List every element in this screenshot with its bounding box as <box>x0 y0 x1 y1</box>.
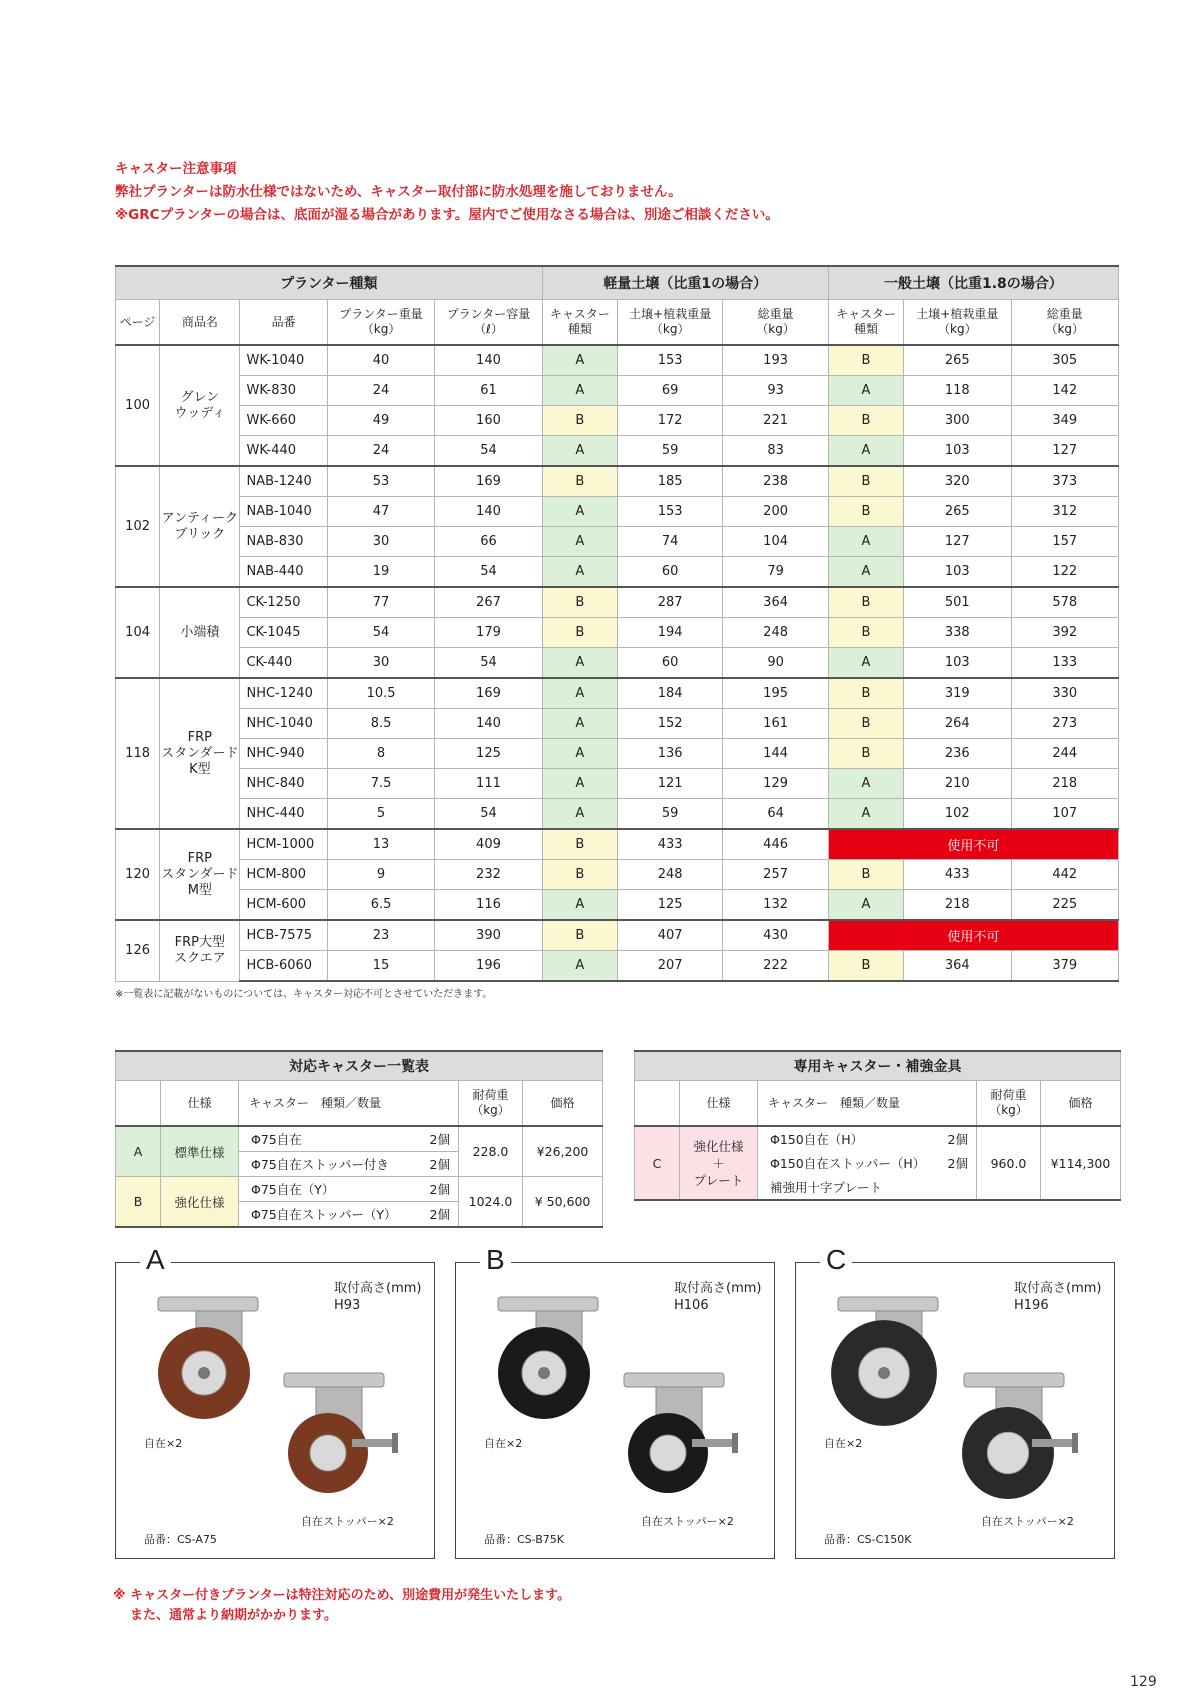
page-cell: 118 <box>116 678 160 829</box>
part-number-cell: HCB-7575 <box>240 920 327 951</box>
planter-weight-cell: 49 <box>327 406 434 436</box>
normal-total-weight-cell: 122 <box>1011 557 1118 588</box>
normal-total-weight-cell: 330 <box>1011 678 1118 709</box>
table-row <box>116 799 1119 830</box>
light-total-weight-cell: 195 <box>723 678 828 709</box>
planter-weight-cell: 15 <box>327 951 434 982</box>
normal-total-weight-cell: 273 <box>1011 709 1118 739</box>
caster-price: ¥26,200 <box>523 1126 603 1177</box>
light-soil-weight-cell: 153 <box>617 345 722 376</box>
normal-total-weight-cell: 218 <box>1011 769 1118 799</box>
planter-weight-cell: 24 <box>327 436 434 467</box>
normal-caster-type-cell: A <box>828 376 903 406</box>
table-row <box>116 618 1119 648</box>
caster-type: B <box>116 1177 161 1228</box>
planter-weight-cell: 8 <box>327 739 434 769</box>
special-list-title: 専用キャスター・補強金具 <box>635 1051 1121 1081</box>
table-row <box>116 497 1119 527</box>
light-soil-weight-cell: 407 <box>617 920 722 951</box>
planter-weight-cell: 77 <box>327 587 434 618</box>
col-header-8: キャスター 種類 <box>828 300 903 346</box>
part-number-cell: NAB-830 <box>240 527 327 557</box>
product-name-cell: グレン ウッディ <box>160 345 240 466</box>
caster-load: 1024.0 <box>459 1177 523 1228</box>
normal-soil-weight-cell: 236 <box>904 739 1011 769</box>
unusable-cell: 使用不可 <box>828 920 1118 951</box>
normal-caster-type-cell: A <box>828 436 903 467</box>
planter-capacity-cell: 54 <box>435 799 542 830</box>
col-header-4: プランター容量 （ℓ） <box>435 300 542 346</box>
part-number-cell: NHC-1040 <box>240 709 327 739</box>
planter-weight-cell: 54 <box>327 618 434 648</box>
page-cell: 104 <box>116 587 160 678</box>
planter-weight-cell: 8.5 <box>327 709 434 739</box>
normal-caster-type-cell: A <box>828 890 903 921</box>
table-row <box>116 345 1119 376</box>
light-total-weight-cell: 144 <box>723 739 828 769</box>
light-caster-type-cell: A <box>542 951 617 982</box>
planter-weight-cell: 6.5 <box>327 890 434 921</box>
normal-total-weight-cell: 225 <box>1011 890 1118 921</box>
col-header-0: ページ <box>116 300 160 346</box>
light-caster-type-cell: B <box>542 587 617 618</box>
light-total-weight-cell: 129 <box>723 769 828 799</box>
normal-soil-weight-cell: 264 <box>904 709 1011 739</box>
table-row <box>116 678 1119 709</box>
normal-caster-type-cell: A <box>828 557 903 588</box>
normal-total-weight-cell: 379 <box>1011 951 1118 982</box>
light-total-weight-cell: 132 <box>723 890 828 921</box>
part-number-cell: CK-440 <box>240 648 327 679</box>
table-row <box>116 557 1119 588</box>
special-load: 960.0 <box>977 1126 1041 1200</box>
swivel-caster-image <box>158 1297 258 1419</box>
normal-caster-type-cell: B <box>828 497 903 527</box>
col-header-1: 商品名 <box>160 300 240 346</box>
planter-weight-cell: 30 <box>327 648 434 679</box>
caster-items: Φ75自在 2個 Φ75自在ストッパー付き 2個 <box>239 1126 459 1177</box>
planter-weight-cell: 53 <box>327 466 434 497</box>
normal-soil-weight-cell: 433 <box>904 860 1011 890</box>
light-total-weight-cell: 79 <box>723 557 828 588</box>
normal-caster-type-cell: B <box>828 466 903 497</box>
normal-total-weight-cell: 133 <box>1011 648 1118 679</box>
light-soil-weight-cell: 153 <box>617 497 722 527</box>
light-soil-weight-cell: 74 <box>617 527 722 557</box>
table-row <box>116 587 1119 618</box>
col-header-5: キャスター 種類 <box>542 300 617 346</box>
planter-capacity-cell: 116 <box>435 890 542 921</box>
planter-capacity-cell: 140 <box>435 709 542 739</box>
part-number: 品番：CS-C150K <box>824 1533 912 1546</box>
stopper-caster-image <box>624 1373 738 1493</box>
light-soil-weight-cell: 207 <box>617 951 722 982</box>
planter-capacity-cell: 179 <box>435 618 542 648</box>
normal-total-weight-cell: 157 <box>1011 527 1118 557</box>
light-total-weight-cell: 161 <box>723 709 828 739</box>
table-row <box>116 829 1119 860</box>
planter-capacity-cell: 54 <box>435 557 542 588</box>
table-row <box>116 436 1119 467</box>
stopper-label: 自在ストッパー×2 <box>301 1515 394 1528</box>
table-row <box>116 920 1119 951</box>
normal-total-weight-cell: 578 <box>1011 587 1118 618</box>
light-total-weight-cell: 238 <box>723 466 828 497</box>
caster-spec: 標準仕様 <box>161 1126 239 1177</box>
planter-capacity-cell: 196 <box>435 951 542 982</box>
normal-caster-type-cell: A <box>828 769 903 799</box>
stopper-caster-image <box>962 1373 1078 1499</box>
part-number-cell: WK-660 <box>240 406 327 436</box>
light-soil-weight-cell: 287 <box>617 587 722 618</box>
caster-items: Φ75自在（Y） 2個 Φ75自在ストッパー（Y） 2個 <box>239 1177 459 1228</box>
part-number-cell: NHC-940 <box>240 739 327 769</box>
light-total-weight-cell: 248 <box>723 618 828 648</box>
caster-load: 228.0 <box>459 1126 523 1177</box>
light-caster-type-cell: A <box>542 739 617 769</box>
light-soil-weight-cell: 152 <box>617 709 722 739</box>
light-total-weight-cell: 257 <box>723 860 828 890</box>
part-number-cell: WK-1040 <box>240 345 327 376</box>
unusable-cell: 使用不可 <box>828 829 1118 860</box>
footer-line-1: ※ キャスター付きプランターは特注対応のため、別途費用が発生いたします。 <box>113 1588 571 1603</box>
normal-caster-type-cell: B <box>828 406 903 436</box>
normal-soil-weight-cell: 501 <box>904 587 1011 618</box>
part-number: 品番：CS-A75 <box>144 1533 217 1546</box>
light-total-weight-cell: 446 <box>723 829 828 860</box>
planter-capacity-cell: 61 <box>435 376 542 406</box>
planter-weight-cell: 19 <box>327 557 434 588</box>
panel-letter: B <box>480 1245 511 1275</box>
light-soil-weight-cell: 248 <box>617 860 722 890</box>
planter-weight-cell: 7.5 <box>327 769 434 799</box>
light-caster-type-cell: B <box>542 860 617 890</box>
normal-caster-type-cell: B <box>828 618 903 648</box>
page-cell: 126 <box>116 920 160 981</box>
special-items: Φ150自在（H） 2個 Φ150自在ストッパー（H） 2個 補強用十字プレート <box>758 1126 977 1200</box>
page-cell: 120 <box>116 829 160 920</box>
planter-weight-cell: 24 <box>327 376 434 406</box>
product-name-cell: FRP スタンダード M型 <box>160 829 240 920</box>
col-header-3: プランター重量 （kg） <box>327 300 434 346</box>
normal-caster-type-cell: A <box>828 648 903 679</box>
special-caster-table <box>634 1050 1121 1201</box>
light-caster-type-cell: A <box>542 436 617 467</box>
special-spec: 強化仕様 ＋ プレート <box>680 1126 758 1200</box>
planter-capacity-cell: 125 <box>435 739 542 769</box>
col-header-9: 土壌+植栽重量 （kg） <box>904 300 1011 346</box>
planter-capacity-cell: 169 <box>435 466 542 497</box>
light-soil-weight-cell: 59 <box>617 436 722 467</box>
light-caster-type-cell: A <box>542 648 617 679</box>
col-header-7: 総重量 （kg） <box>723 300 828 346</box>
normal-soil-weight-cell: 103 <box>904 648 1011 679</box>
light-caster-type-cell: A <box>542 709 617 739</box>
planter-weight-cell: 30 <box>327 527 434 557</box>
mount-height: 取付高さ(mm) H106 <box>674 1281 762 1313</box>
caster-list-table <box>115 1050 603 1228</box>
light-soil-weight-cell: 125 <box>617 890 722 921</box>
page-cell: 100 <box>116 345 160 466</box>
col-header-2: 品番 <box>240 300 327 346</box>
caster-row <box>116 1126 603 1177</box>
light-caster-type-cell: B <box>542 618 617 648</box>
table-row <box>116 739 1119 769</box>
caster-type: A <box>116 1126 161 1177</box>
normal-soil-weight-cell: 103 <box>904 557 1011 588</box>
special-header-4: 価格 <box>1041 1081 1121 1127</box>
light-soil-weight-cell: 194 <box>617 618 722 648</box>
table-row <box>116 769 1119 799</box>
group-header-planter: プランター種類 <box>116 266 543 300</box>
light-total-weight-cell: 83 <box>723 436 828 467</box>
light-total-weight-cell: 104 <box>723 527 828 557</box>
special-price: ¥114,300 <box>1041 1126 1121 1200</box>
part-number-cell: NAB-440 <box>240 557 327 588</box>
table-row <box>116 527 1119 557</box>
planter-capacity-cell: 111 <box>435 769 542 799</box>
part-number-cell: HCB-6060 <box>240 951 327 982</box>
normal-soil-weight-cell: 364 <box>904 951 1011 982</box>
normal-total-weight-cell: 305 <box>1011 345 1118 376</box>
product-name-cell: アンティーク ブリック <box>160 466 240 587</box>
notice-line-1: 弊社プランターは防水仕様ではないため、キャスター取付部に防水処理を施しておりません。 <box>115 184 682 200</box>
caster-list-header-4: 価格 <box>523 1081 603 1127</box>
normal-soil-weight-cell: 320 <box>904 466 1011 497</box>
normal-total-weight-cell: 107 <box>1011 799 1118 830</box>
table-row <box>116 648 1119 679</box>
table-row <box>116 406 1119 436</box>
footer-line-2: また、通常より納期がかかります。 <box>130 1608 337 1623</box>
normal-soil-weight-cell: 118 <box>904 376 1011 406</box>
stopper-label: 自在ストッパー×2 <box>981 1515 1074 1528</box>
normal-soil-weight-cell: 102 <box>904 799 1011 830</box>
part-number: 品番：CS-B75K <box>484 1533 564 1546</box>
caster-row <box>116 1177 603 1228</box>
normal-soil-weight-cell: 218 <box>904 890 1011 921</box>
planter-capacity-cell: 54 <box>435 648 542 679</box>
planter-weight-cell: 47 <box>327 497 434 527</box>
part-number-cell: HCM-800 <box>240 860 327 890</box>
normal-soil-weight-cell: 265 <box>904 345 1011 376</box>
normal-caster-type-cell: B <box>828 739 903 769</box>
light-total-weight-cell: 364 <box>723 587 828 618</box>
normal-caster-type-cell: B <box>828 587 903 618</box>
normal-total-weight-cell: 312 <box>1011 497 1118 527</box>
planter-capacity-cell: 267 <box>435 587 542 618</box>
light-soil-weight-cell: 185 <box>617 466 722 497</box>
special-type: C <box>635 1126 680 1200</box>
part-number-cell: WK-440 <box>240 436 327 467</box>
planter-capacity-cell: 409 <box>435 829 542 860</box>
normal-caster-type-cell: A <box>828 799 903 830</box>
planter-capacity-cell: 140 <box>435 497 542 527</box>
planter-capacity-cell: 390 <box>435 920 542 951</box>
normal-caster-type-cell: B <box>828 860 903 890</box>
light-caster-type-cell: A <box>542 345 617 376</box>
normal-soil-weight-cell: 338 <box>904 618 1011 648</box>
part-number-cell: HCM-1000 <box>240 829 327 860</box>
light-total-weight-cell: 222 <box>723 951 828 982</box>
part-number-cell: NAB-1240 <box>240 466 327 497</box>
normal-caster-type-cell: B <box>828 678 903 709</box>
table-row <box>116 466 1119 497</box>
normal-total-weight-cell: 142 <box>1011 376 1118 406</box>
light-soil-weight-cell: 184 <box>617 678 722 709</box>
part-number-cell: HCM-600 <box>240 890 327 921</box>
part-number-cell: NHC-840 <box>240 769 327 799</box>
group-header-light-soil: 軽量土壌（比重1の場合） <box>542 266 828 300</box>
swivel-label: 自在×2 <box>824 1437 863 1450</box>
light-caster-type-cell: A <box>542 678 617 709</box>
stopper-caster-image <box>284 1373 398 1493</box>
col-header-6: 土壌+植栽重量 （kg） <box>617 300 722 346</box>
light-caster-type-cell: A <box>542 890 617 921</box>
normal-soil-weight-cell: 300 <box>904 406 1011 436</box>
swivel-label: 自在×2 <box>144 1437 183 1450</box>
light-soil-weight-cell: 69 <box>617 376 722 406</box>
light-caster-type-cell: B <box>542 466 617 497</box>
part-number-cell: NHC-440 <box>240 799 327 830</box>
light-total-weight-cell: 64 <box>723 799 828 830</box>
light-caster-type-cell: B <box>542 920 617 951</box>
normal-soil-weight-cell: 265 <box>904 497 1011 527</box>
table-row <box>116 951 1119 982</box>
page-cell: 102 <box>116 466 160 587</box>
light-soil-weight-cell: 60 <box>617 648 722 679</box>
light-caster-type-cell: A <box>542 769 617 799</box>
light-soil-weight-cell: 433 <box>617 829 722 860</box>
mount-height: 取付高さ(mm) H196 <box>1014 1281 1102 1313</box>
col-header-10: 総重量 （kg） <box>1011 300 1118 346</box>
part-number-cell: WK-830 <box>240 376 327 406</box>
light-total-weight-cell: 93 <box>723 376 828 406</box>
notice-line-2: ※GRCプランターの場合は、底面が湿る場合があります。屋内でご使用なさる場合は、別途ご相談ください。 <box>115 207 779 223</box>
caster-list-header-3: 耐荷重 （kg） <box>459 1081 523 1127</box>
part-number-cell: NHC-1240 <box>240 678 327 709</box>
planter-capacity-cell: 140 <box>435 345 542 376</box>
planter-capacity-cell: 169 <box>435 678 542 709</box>
light-caster-type-cell: A <box>542 799 617 830</box>
normal-caster-type-cell: B <box>828 709 903 739</box>
normal-total-weight-cell: 349 <box>1011 406 1118 436</box>
caster-panel-a <box>115 1244 435 1559</box>
product-name-cell: FRP スタンダード K型 <box>160 678 240 829</box>
footer-notice <box>113 1586 570 1626</box>
light-caster-type-cell: A <box>542 376 617 406</box>
product-name-cell: 小端積 <box>160 587 240 678</box>
caster-list-title: 対応キャスター一覧表 <box>116 1051 603 1081</box>
normal-total-weight-cell: 392 <box>1011 618 1118 648</box>
part-number-cell: CK-1045 <box>240 618 327 648</box>
planter-weight-cell: 40 <box>327 345 434 376</box>
caster-list-header-1: 仕様 <box>161 1081 239 1127</box>
caster-notice <box>115 158 779 227</box>
group-header-normal-soil: 一般土壌（比重1.8の場合） <box>828 266 1118 300</box>
panel-letter: A <box>140 1245 171 1275</box>
product-name-cell: FRP大型 スクエア <box>160 920 240 981</box>
light-caster-type-cell: A <box>542 497 617 527</box>
light-soil-weight-cell: 121 <box>617 769 722 799</box>
special-header-0 <box>635 1081 680 1127</box>
light-caster-type-cell: A <box>542 527 617 557</box>
light-caster-type-cell: B <box>542 829 617 860</box>
special-header-1: 仕様 <box>680 1081 758 1127</box>
planter-capacity-cell: 160 <box>435 406 542 436</box>
planter-capacity-cell: 54 <box>435 436 542 467</box>
normal-soil-weight-cell: 319 <box>904 678 1011 709</box>
normal-total-weight-cell: 127 <box>1011 436 1118 467</box>
table-footnote: ※一覧表に記載がないものについては、キャスター対応不可とさせていただきます。 <box>115 989 493 1000</box>
light-caster-type-cell: B <box>542 406 617 436</box>
swivel-caster-image <box>831 1297 938 1426</box>
swivel-label: 自在×2 <box>484 1437 523 1450</box>
normal-total-weight-cell: 442 <box>1011 860 1118 890</box>
normal-total-weight-cell: 244 <box>1011 739 1118 769</box>
part-number-cell: CK-1250 <box>240 587 327 618</box>
light-total-weight-cell: 221 <box>723 406 828 436</box>
caster-panel-b <box>455 1244 775 1559</box>
planter-capacity-cell: 66 <box>435 527 542 557</box>
caster-price: ¥ 50,600 <box>523 1177 603 1228</box>
mount-height: 取付高さ(mm) H93 <box>334 1281 422 1313</box>
caster-list-header-0 <box>116 1081 161 1127</box>
light-total-weight-cell: 90 <box>723 648 828 679</box>
light-soil-weight-cell: 59 <box>617 799 722 830</box>
light-soil-weight-cell: 60 <box>617 557 722 588</box>
planter-weight-cell: 23 <box>327 920 434 951</box>
page-number: 129 <box>1130 1674 1157 1690</box>
normal-caster-type-cell: B <box>828 345 903 376</box>
light-soil-weight-cell: 136 <box>617 739 722 769</box>
light-total-weight-cell: 193 <box>723 345 828 376</box>
panel-letter: C <box>820 1245 852 1275</box>
normal-soil-weight-cell: 127 <box>904 527 1011 557</box>
notice-title: キャスター注意事項 <box>115 161 237 177</box>
table-row <box>116 860 1119 890</box>
planter-capacity-cell: 232 <box>435 860 542 890</box>
light-total-weight-cell: 200 <box>723 497 828 527</box>
caster-spec: 強化仕様 <box>161 1177 239 1228</box>
normal-caster-type-cell: A <box>828 527 903 557</box>
planter-weight-cell: 13 <box>327 829 434 860</box>
caster-list-header-2: キャスター 種類／数量 <box>239 1081 459 1127</box>
table-row <box>116 890 1119 921</box>
planter-weight-cell: 10.5 <box>327 678 434 709</box>
swivel-caster-image <box>498 1297 598 1419</box>
planter-weight-cell: 5 <box>327 799 434 830</box>
table-row <box>116 709 1119 739</box>
special-header-2: キャスター 種類／数量 <box>758 1081 977 1127</box>
planter-caster-table <box>115 265 1119 982</box>
normal-total-weight-cell: 373 <box>1011 466 1118 497</box>
light-caster-type-cell: A <box>542 557 617 588</box>
light-soil-weight-cell: 172 <box>617 406 722 436</box>
caster-panel-c <box>795 1244 1115 1559</box>
planter-weight-cell: 9 <box>327 860 434 890</box>
normal-soil-weight-cell: 103 <box>904 436 1011 467</box>
light-total-weight-cell: 430 <box>723 920 828 951</box>
special-header-3: 耐荷重 （kg） <box>977 1081 1041 1127</box>
stopper-label: 自在ストッパー×2 <box>641 1515 734 1528</box>
table-row <box>116 376 1119 406</box>
normal-soil-weight-cell: 210 <box>904 769 1011 799</box>
part-number-cell: NAB-1040 <box>240 497 327 527</box>
normal-caster-type-cell: B <box>828 951 903 982</box>
